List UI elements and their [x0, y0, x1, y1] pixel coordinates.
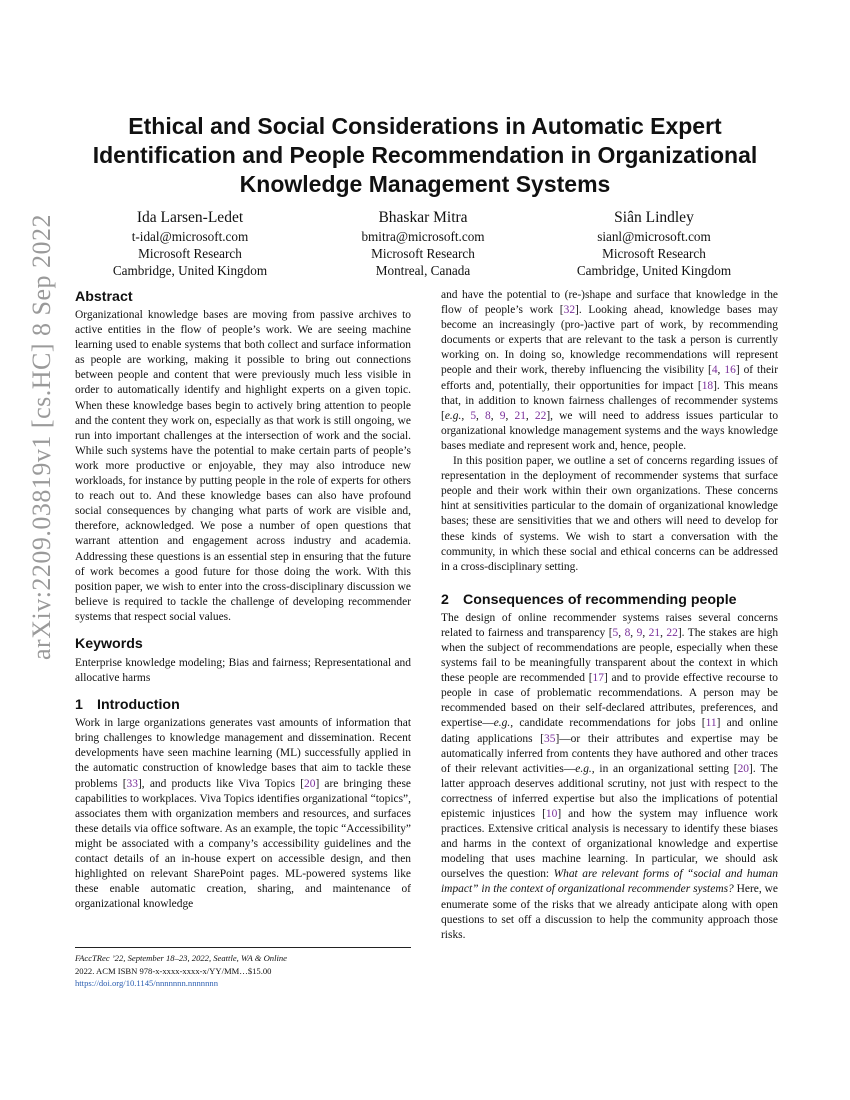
author-location: Cambridge, United Kingdom [112, 263, 268, 278]
author-1 [70, 207, 310, 279]
citation-link[interactable]: 16 [724, 364, 736, 377]
author-location: Montreal, Canada [375, 263, 471, 278]
intro-paragraph-3: In this position paper, we outline a set of concerns regarding issues of representation in the deployment of recommender systems that surface people and their work within their own organizations. These concerns hint at sensitivities particular to the domain of organizational knowledge bases; these are sensitivities that we and others will need to develop for these kinds of systems. We wish to start a conversation with the community, in which these social and ethical concerns can be addressed in a cross-disciplinary setting. [441, 455, 778, 573]
footnote-isbn: 2022. ACM ISBN 978-x-xxxx-xxxx-x/YY/MM…$15.00 [75, 965, 272, 976]
intro-paragraph-2: and have the potential to (re-)shape and surface that knowledge in the flow of people’s work [32]. Looking ahead, knowledge bases may become an increasingly (pro-)active part of work, by recommending documents or experts that are relevant to the task a person is currently working on. In doing so, knowledge recommendations will represent people and their work, thereby influencing the visibility [4, 16] of their efforts and, potentially, their opportunities for impact [18]. This means that, in addition to known fairness challenges of recommender systems [e.g., 5, 8, 9, 21, 22], we will need to address issues particular to organizational knowledge management systems and the ways knowledge bases mediate and represent work and, hence, people. [441, 289, 779, 452]
title-line: Knowledge Management Systems [239, 171, 611, 197]
citation-link[interactable]: 10 [545, 808, 558, 820]
author-email: t-idal@microsoft.com [131, 229, 249, 244]
author-affiliation: Microsoft Research [602, 246, 706, 261]
citation-link[interactable]: 9 [499, 409, 506, 422]
abstract-heading: Abstract [75, 289, 133, 305]
author-email: sianl@microsoft.com [597, 229, 711, 244]
footnote [75, 947, 411, 990]
author-location: Cambridge, United Kingdom [576, 263, 732, 278]
keywords-text: Enterprise knowledge modeling; Bias and fairness; Representational and allocative harms [75, 656, 411, 685]
section-heading-consequences [441, 591, 778, 609]
citation-link[interactable]: 35 [544, 732, 556, 745]
citation-link[interactable]: 4 [711, 364, 718, 377]
title-line: Ethical and Social Considerations in Automatic Expert [128, 113, 722, 139]
citation-link[interactable]: 8 [624, 626, 631, 639]
citation-link[interactable]: 22 [666, 626, 678, 639]
section-number: 2 [441, 591, 449, 608]
author-name: Bhaskar Mitra [378, 209, 468, 226]
citation-link[interactable]: 32 [563, 304, 576, 317]
citation-link[interactable]: 21 [648, 626, 661, 639]
author-email: bmitra@microsoft.com [361, 229, 485, 244]
citation-link[interactable]: 18 [701, 379, 714, 392]
author-3 [534, 207, 774, 279]
citation-link[interactable]: 8 [485, 409, 491, 422]
section-title: Introduction [97, 697, 180, 714]
citation-link[interactable]: 11 [705, 717, 717, 730]
right-column [441, 288, 778, 943]
left-column [75, 288, 411, 912]
section-title: Consequences of recommending people [463, 591, 737, 608]
author-affiliation: Microsoft Research [138, 246, 242, 261]
citation-link[interactable]: 17 [592, 672, 604, 685]
research-question: What are relevant forms of “social and human impact” in the context of organizational recommender systems? [441, 868, 778, 896]
arxiv-stamp: arXiv:2209.03819v1 [cs.HC] 8 Sep 2022 [27, 213, 56, 660]
section2-paragraph: The design of online recommender systems raises several concerns related to fairness and transparency [5, 8, 9, 21, 22]. The stakes are high when the subject of recommendations are people, especially when these systems fail to be meaningfully transparent about the context in which these people are recommended [17] and to provide effective recourse to people in case of problematic recommendations. A person may be recommended based on their self-declared attributes, preferences, and expertise—e.g., candidate recommendations for jobs [11] and online dating applications [35]—or their attributes and expertise may be automatically inferred from contents they have authored and other traces of their relevant activities—e.g., in an organizational setting [20]. The latter approach deserves additional scrutiny, not just with respect to the correctness of inferred expertise but also the implications of potential epistemic injustices [10] and how the system may influence work practices. Extensive critical analysis is necessary to identify these biases and harms in the context of organizational knowledge and expertise modeling that uses machine learning. In particular, we should ask ourselves the question: What are relevant forms of “social and human impact” in the context of organizational recommender systems? Here, we enumerate some of the risks that we already anticipate along with open questions to set off a discussion to help the community approach those risks. [441, 611, 779, 941]
citation-link[interactable]: 5 [470, 409, 477, 422]
citation-link[interactable]: 20 [737, 762, 750, 775]
author-affiliation: Microsoft Research [371, 246, 475, 261]
citation-link[interactable]: 33 [126, 777, 138, 790]
title-line: Identification and People Recommendation in Organizational [92, 142, 758, 168]
doi-link[interactable]: https://doi.org/10.1145/nnnnnnn.nnnnnnn [75, 978, 218, 988]
citation-link[interactable]: 5 [612, 626, 619, 639]
abstract-text: Organizational knowledge bases are moving from passive archives to active entities in the flow of people’s work. We are seeing machine learning used to enable systems that both collect and surface information as people are working, making it possible to bring out connections between people and content that were previously much less visible in order to automatically identify and highlight experts on a given topic. When these knowledge bases begin to actively bring attention to people and the content they work on, especially as that work is still ongoing, we run into important challenges at the intersection of work and the social. While such systems have the potential to make certain parts of people’s work more productive or enjoyable, they may also introduce new workloads, for instance by putting people in the role of experts for others to reach out to. And these knowledge bases can also have profound social consequences by changing what parts of work are visible and, therefore, acknowledged. We pose a number of open questions that warrant attention and engagement across industry and academia. Addressing these questions is an essential step in ensuring that the future of work becomes a good future for those doing the work. With this position paper, we wish to enter into the cross-disciplinary discussion we believe is required to tackle the challenge of developing recommender systems that respect social values. [75, 309, 411, 623]
section-heading-introduction [75, 696, 411, 714]
author-name: Ida Larsen-Ledet [136, 209, 244, 226]
footnote-venue: FAccTRec ’22, September 18–23, 2022, Seattle, WA & Online [75, 953, 287, 963]
citation-link[interactable]: 22 [534, 409, 547, 422]
citation-link[interactable]: 20 [304, 777, 316, 790]
citation-link[interactable]: 21 [514, 409, 526, 422]
citation-link[interactable]: 9 [636, 626, 643, 639]
author-2 [303, 207, 543, 279]
paper-title [70, 112, 780, 199]
author-name: Siân Lindley [614, 209, 694, 226]
section-number: 1 [75, 697, 83, 714]
intro-paragraph-1: Work in large organizations generates vast amounts of information that bring challenges to knowledge management and dissemination. Recent developments have seen machine learning (ML) successfully applied in the automatic construction of knowledge bases that aim to tackle these problems [33], and products like Viva Topics [20] are bringing these capabilities to workplaces. Viva Topics identifies organizational “topics”, associates them with organization members and resources, and surfaces these details via office software. As an example, the topic “Accessibility” might be associated with a company’s accessibility guidelines and the contact details of an in-house expert on accessible design, and then highlighted on relevant SharePoint pages. ML-powered systems like these enable automatic creation, sharing, and maintenance of organizational knowledge [75, 717, 411, 911]
keywords-heading: Keywords [75, 635, 143, 652]
